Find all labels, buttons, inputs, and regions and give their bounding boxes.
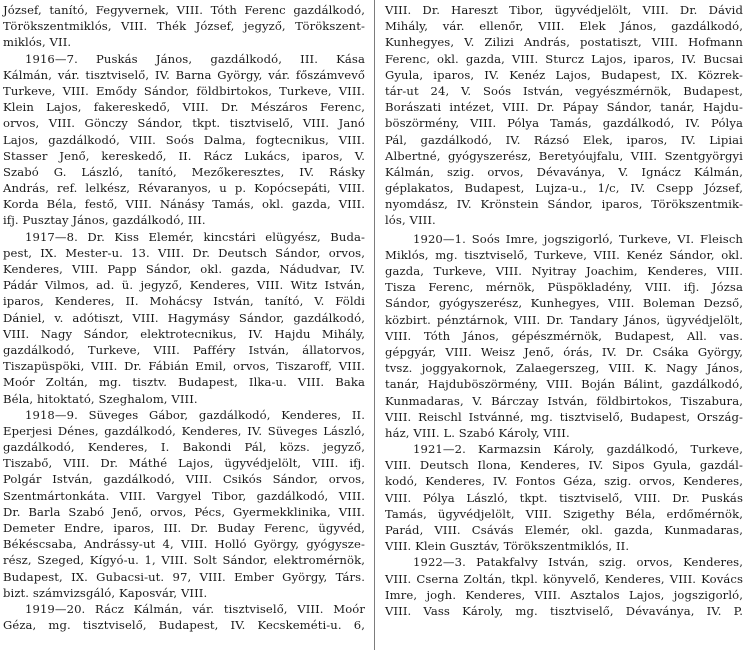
text-line: Dániel, v. adótiszt, VIII. Hagymásy Sándor, gazdálkodó, (3, 310, 365, 325)
text-line: orvos, VIII. Gönczy Sándor, tkpt. tisztviselő, VIII. Janó (3, 116, 365, 131)
text-line: Pál, gazdálkodó, IV. Rázsó Elek, iparos, IV. Lipiai (385, 132, 743, 147)
text-line: VIII. Dr. Hareszt Tibor, ügyvédjelölt, VIII. Dr. Dávid (385, 3, 743, 17)
text-line: Mihály, vár. ellenőr, VIII. Elek János, gazdálkodó, (385, 19, 743, 34)
text-line: Törökszentmiklós, VIII. Thék József, jegyző, Törökszent- (3, 19, 365, 34)
text-line: gazdálkodó, Turkeve, VIII. Pafféry István, állatorvos, (3, 342, 365, 357)
text-line: gazda, Turkeve, VIII. Nyitray Joachim, Kenderes, VIII. (385, 264, 743, 278)
text-line: Budapest, IX. Gubacsi-ut. 97, VIII. Ember György, Társ. (3, 569, 365, 584)
text-line: Kenderes, VIII. Papp Sándor, okl. gazda, Nádudvar, IV. (3, 262, 365, 276)
year-heading-line: 1921—2. Karmazsin Károly, gazdálkodó, Turkeve, (413, 442, 743, 457)
text-line: lós, VIII. (385, 213, 436, 228)
text-line: Ferenc, okl. gazda, VIII. Sturcz Lajos, iparos, IV. Bucsai (385, 51, 743, 66)
text-line: böszörmény, VIII. Pólya Tamás, gazdálkodó, IV. Pólya (385, 116, 743, 131)
text-line: Turkeve, VIII. Emődy Sándor, földbirtokos, Turkeve, VIII. (3, 83, 365, 98)
text-line: iparos, Kenderes, II. Mohácsy István, tanító, V. Földi (3, 294, 365, 309)
text-line: miklós, VII. (3, 35, 72, 50)
text-line: Miklós, mg. tisztviselő, Turkeve, VIII. Kenéz Sándor, okl. (385, 247, 743, 262)
year-heading-line: 1917—8. Dr. Kiss Elemér, kincstári elügyész, Buda- (25, 229, 365, 244)
text-line: Sándor, gyógyszerész, Kunhegyes, VIII. Boleman Dezső, (385, 296, 743, 311)
text-line: Tiszabő, VIII. Dr. Máthé Lajos, ügyvédjelölt, VIII. ifj. (3, 456, 365, 471)
text-line: ház, VIII. L. Szabó Károly, VIII. (385, 425, 570, 440)
text-line: VIII. Cserna Zoltán, tkpl. könyvelő, Kenderes, VIII. Kovács (385, 571, 743, 586)
text-line: tvsz. joggyakornok, Zalaegerszeg, VIII. K. Nagy János, (385, 361, 743, 376)
text-line: Albertné, gyógyszerész, Beretyóujfalu, VIII. Szentgyörgyi (385, 148, 743, 163)
text-line: Tisza Ferenc, mérnök, Püspökladény, VIII. ifj. Józsa (385, 280, 743, 295)
text-line: Kálmán, szig. orvos, Dévaványa, V. Ignácz Kálmán, (385, 164, 743, 179)
left-column (3, 2, 365, 633)
text-line: Borászati intézet, VIII. Dr. Pápay Sándor, tanár, Hajdu- (385, 100, 743, 115)
text-line: tanár, Hajduböszörmény, VIII. Boján Bálint, gazdálkodó, (385, 377, 743, 392)
text-line: géplakatos, Budapest, Lujza-u., 1/c, IV. Csepp József, (385, 181, 743, 196)
text-line: Gyula, iparos, IV. Kenéz Lajos, Budapest, IX. Közrek- (385, 67, 743, 82)
text-line: Korda Béla, festő, VIII. Nánásy Tamás, okl. gazda, VIII. (3, 197, 365, 212)
text-line: VIII. Klein Gusztáv, Törökszentmiklós, II. (385, 539, 630, 554)
text-line: József, tanító, Fegyvernek, VIII. Tóth Ferenc gazdálkodó, (3, 3, 365, 17)
column-divider (374, 0, 375, 650)
text-line: VIII. Reischl Istvánné, mg. tisztviselő, Budapest, Ország- (385, 409, 743, 424)
text-line: Pádár Vilmos, ad. ü. jegyző, Kenderes, VIII. Witz István, (3, 278, 365, 293)
text-line: Tamás, ügyvédjelölt, VIII. Szigethy Béla, erdőmérnök, (385, 506, 743, 521)
text-line: ifj. Pusztay János, gazdálkodó, III. (3, 213, 206, 228)
text-line: tár-ut 24, V. Soós István, vegyészmérnök, Budapest, (385, 83, 743, 98)
text-line: Szentmártonkáta. VIII. Vargyel Tibor, gazdálkodó, VIII. (3, 488, 365, 503)
text-line: Lajos, gazdálkodó, VIII. Soós Dalma, fogtecnikus, VIII. (3, 132, 365, 147)
text-line: VIII. Nagy Sándor, elektrotecnikus, IV. Hajdu Mihály, (3, 326, 365, 341)
text-line: rész, Szeged, Kígyó-u. 1, VIII. Solt Sándor, elektromérnök, (3, 553, 365, 568)
text-line: Moór Zoltán, mg. tisztv. Budapest, Ilka-u. VIII. Baka (3, 375, 365, 390)
text-line: kodó, Kenderes, IV. Fontos Géza, szig. orvos, Kenderes, (385, 474, 743, 489)
text-line: Klein Lajos, fakereskedő, VIII. Dr. Mészáros Ferenc, (3, 100, 365, 115)
text-line: András, ref. lelkész, Révaranyos, u p. Kopócsepáti, VIII. (3, 181, 365, 196)
text-line: bizt. számvizsgáló, Kaposvár, VIII. (3, 585, 208, 600)
text-line: Kálmán, vár. tisztviselő, IV. Barna György, vár. főszámvevő (3, 67, 365, 82)
text-line: Imre, jogh. Kenderes, VIII. Asztalos Lajos, jogszigorló, (385, 587, 743, 602)
text-line: Kunmadaras, V. Bárczay István, földbirtokos, Tiszabura, (385, 393, 743, 408)
text-line: Szabó G. László, tanító, Mezőkeresztes, IV. Rásky (3, 164, 365, 179)
text-line: Géza, mg. tisztviselő, Budapest, IV. Kecskeméti-u. 6, (3, 618, 365, 633)
text-line: Békéscsaba, Andrássy-ut 4, VIII. Holló György, gyógysze- (3, 537, 365, 552)
text-line: pest, IX. Mester-u. 13. VIII. Dr. Deutsch Sándor, orvos, (3, 245, 365, 260)
text-line: Tiszapüspöki, VIII. Dr. Fábián Emil, orvos, Tiszaroff, VIII. (3, 359, 365, 374)
text-line: Stasser Jenő, kereskedő, II. Rácz Lukács, iparos, V. (3, 148, 365, 163)
text-line: VIII. Deutsch Ilona, Kenderes, IV. Sipos Gyula, gazdál- (385, 458, 743, 473)
text-line: közbirt. pénztárnok, VIII. Dr. Tandary János, ügyvédjelölt, (385, 312, 743, 327)
year-heading-line: 1918—9. Süveges Gábor, gazdálkodó, Kenderes, II. (25, 407, 365, 422)
text-line: Dr. Barla Szabó Jenő, orvos, Pécs, Gyermekklinika, VIII. (3, 504, 365, 519)
text-line: VIII. Tóth János, gépészmérnök, Budapest, All. vas. (385, 328, 743, 343)
year-heading-line: 1916—7. Puskás János, gazdálkodó, III. Kása (25, 51, 365, 66)
text-line: VIII. Vass Károly, mg. tisztviselő, Dévaványa, IV. P. (385, 603, 743, 618)
right-column (385, 2, 743, 619)
year-heading-line: 1919—20. Rácz Kálmán, vár. tisztviselő, VIII. Moór (25, 601, 365, 616)
text-line: gépgyár, VIII. Weisz Jenő, órás, IV. Dr. Csáka György, (385, 344, 743, 359)
text-line: Demeter Endre, iparos, III. Dr. Buday Ferenc, ügyvéd, (3, 521, 365, 535)
text-line: Eperjesi Dénes, gazdálkodó, Kenderes, IV. Süveges László, (3, 423, 365, 438)
text-line: nyomdász, IV. Krönstein Sándor, iparos, Törökszentmik- (385, 197, 743, 212)
year-heading-line: 1922—3. Patakfalvy István, szig. orvos, Kenderes, (413, 555, 743, 570)
text-line: Béla, hitoktató, Szeghalom, VIII. (3, 391, 198, 406)
text-line: gazdálkodó, Kenderes, I. Bakondi Pál, közs. jegyző, (3, 440, 365, 455)
year-heading-line: 1920—1. Soós Imre, jogszigorló, Turkeve, VI. Fleisch (413, 231, 743, 246)
text-line: Parád, VIII. Csávás Elemér, okl. gazda, Kunmadaras, (385, 523, 743, 537)
text-line: Kunhegyes, V. Zilizi András, postatiszt, VIII. Hofmann (385, 35, 743, 50)
text-line: VIII. Pólya László, tkpt. tisztviselő, VIII. Dr. Puskás (385, 490, 743, 505)
text-line: Polgár István, gazdálkodó, VIII. Csikós Sándor, orvos, (3, 472, 365, 487)
